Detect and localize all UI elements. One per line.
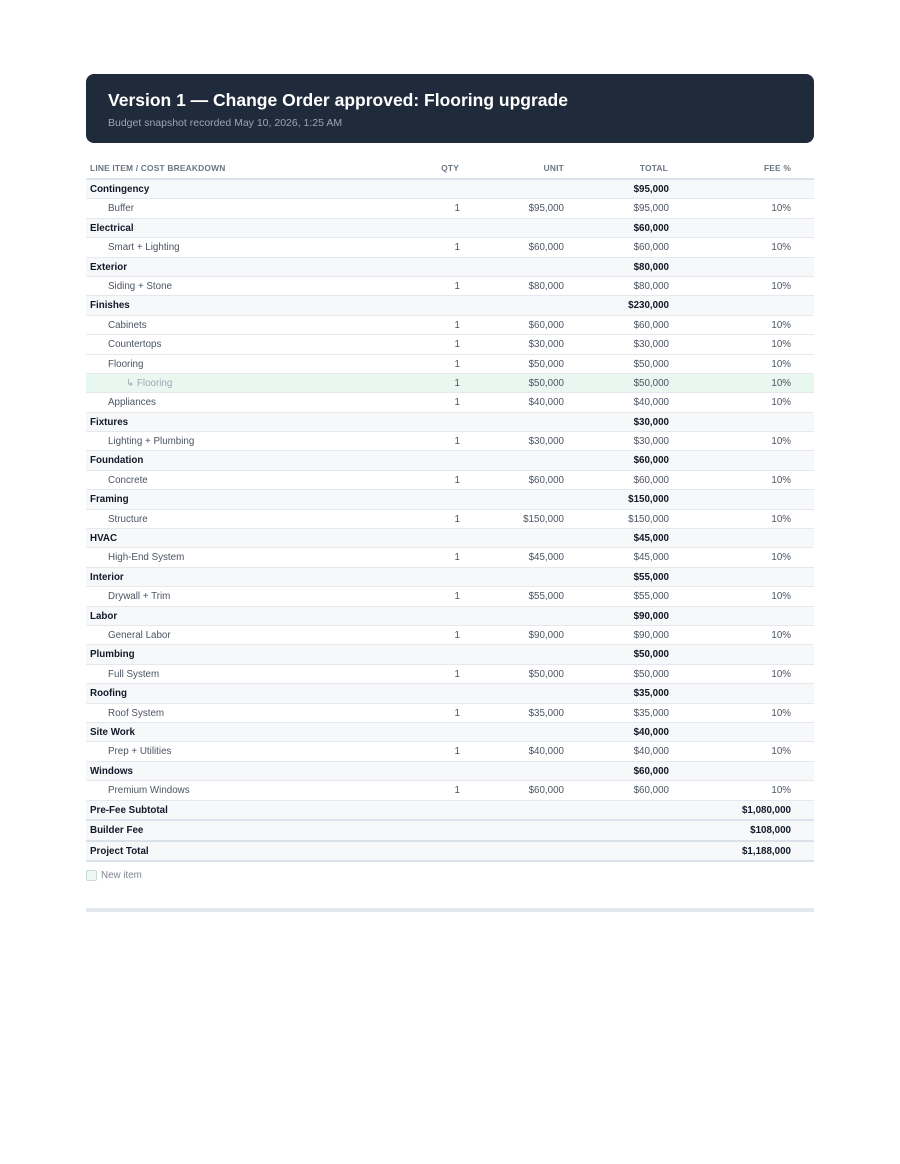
total-cell: $45,000 — [633, 552, 669, 564]
qty-cell[interactable]: 1 — [454, 552, 460, 564]
line-item-row[interactable] — [86, 471, 814, 490]
fee-percent-cell[interactable]: 10% — [771, 377, 791, 389]
category-row — [86, 180, 814, 199]
unit-cost-cell[interactable]: $30,000 — [528, 436, 564, 448]
category-total: $230,000 — [628, 300, 669, 312]
line-item-row[interactable] — [86, 432, 814, 451]
line-item-name: Buffer — [108, 203, 134, 215]
category-name: Framing — [90, 494, 129, 506]
total-cell: $150,000 — [628, 513, 669, 525]
column-header-line-item: LINE ITEM / COST BREAKDOWN — [90, 163, 226, 173]
category-name: Fixtures — [90, 416, 129, 428]
line-item-row[interactable] — [86, 626, 814, 645]
category-row — [86, 219, 814, 238]
total-cell: $55,000 — [633, 591, 669, 603]
category-name: Site Work — [90, 726, 136, 738]
total-cell: $30,000 — [633, 436, 669, 448]
summary-row — [86, 801, 814, 822]
fee-percent-cell[interactable]: 10% — [771, 668, 791, 680]
category-row — [86, 413, 814, 432]
line-item-name: ↳ Flooring — [126, 377, 173, 389]
qty-cell[interactable]: 1 — [454, 377, 460, 389]
unit-cost-cell[interactable]: $80,000 — [528, 280, 564, 292]
snapshot-timestamp: Budget snapshot recorded May 10, 2026, 1:25 AM — [108, 117, 343, 129]
total-cell: $60,000 — [633, 319, 669, 331]
line-item-row[interactable] — [86, 393, 814, 412]
summary-label: Pre-Fee Subtotal — [90, 804, 168, 816]
summary-label: Project Total — [90, 845, 149, 857]
line-item-name: Smart + Lighting — [108, 242, 180, 254]
qty-cell[interactable]: 1 — [454, 436, 460, 448]
category-total: $150,000 — [628, 494, 669, 506]
qty-cell[interactable]: 1 — [454, 397, 460, 409]
line-item-name: Roof System — [108, 707, 165, 719]
summary-label: Builder Fee — [90, 825, 144, 836]
unit-cost-cell[interactable]: $60,000 — [528, 474, 564, 486]
fee-percent-cell[interactable]: 10% — [771, 552, 791, 564]
column-header-fee: FEE % — [763, 163, 791, 173]
qty-cell[interactable]: 1 — [454, 785, 460, 797]
category-total: $30,000 — [633, 416, 669, 428]
total-cell: $40,000 — [633, 397, 669, 409]
qty-cell[interactable]: 1 — [454, 280, 460, 292]
line-item-row[interactable] — [86, 355, 814, 374]
line-item-row[interactable] — [86, 548, 814, 567]
column-header-unit: UNIT — [543, 163, 564, 173]
category-row — [86, 645, 814, 664]
category-total: $90,000 — [633, 610, 669, 622]
category-total: $35,000 — [633, 688, 669, 700]
line-item-name: High-End System — [108, 552, 185, 564]
qty-cell[interactable]: 1 — [454, 358, 460, 370]
line-item-name: Cabinets — [108, 319, 147, 331]
line-item-row[interactable] — [86, 277, 814, 296]
summary-value: $108,000 — [750, 825, 791, 836]
total-cell: $80,000 — [633, 280, 669, 292]
total-cell: $60,000 — [633, 242, 669, 254]
line-item-row[interactable] — [86, 335, 814, 354]
total-cell: $60,000 — [633, 785, 669, 797]
line-item-name: Flooring — [108, 358, 144, 370]
line-item-name: Drywall + Trim — [108, 591, 171, 603]
line-item-row[interactable] — [86, 704, 814, 723]
line-item-name: Lighting + Plumbing — [108, 436, 195, 448]
total-cell: $60,000 — [633, 474, 669, 486]
category-name: HVAC — [90, 533, 118, 545]
fee-percent-cell[interactable]: 10% — [771, 746, 791, 758]
fee-percent-cell[interactable]: 10% — [771, 785, 791, 797]
qty-cell[interactable]: 1 — [454, 203, 460, 215]
category-total: $50,000 — [633, 649, 669, 661]
table-footer-divider — [86, 908, 814, 912]
line-item-row[interactable] — [86, 781, 814, 800]
total-cell: $30,000 — [633, 339, 669, 351]
fee-percent-cell[interactable]: 10% — [771, 242, 791, 254]
category-row — [86, 684, 814, 703]
category-row — [86, 762, 814, 781]
line-item-name: Prep + Utilities — [108, 746, 172, 758]
table-header — [86, 158, 814, 180]
category-name: Interior — [90, 571, 124, 583]
line-item-name: General Labor — [108, 629, 171, 641]
qty-cell[interactable]: 1 — [454, 474, 460, 486]
fee-percent-cell[interactable]: 10% — [771, 339, 791, 351]
fee-percent-cell[interactable]: 10% — [771, 203, 791, 215]
column-header-qty: QTY — [441, 163, 459, 173]
new-item-label: New item — [101, 869, 142, 881]
qty-cell[interactable]: 1 — [454, 319, 460, 331]
total-cell: $40,000 — [633, 746, 669, 758]
sub-item-row[interactable] — [86, 374, 814, 393]
fee-percent-cell[interactable]: 10% — [771, 591, 791, 603]
total-cell: $50,000 — [633, 377, 669, 389]
category-row — [86, 568, 814, 587]
line-item-name: Premium Windows — [108, 785, 190, 797]
total-cell: $35,000 — [633, 707, 669, 719]
total-cell: $90,000 — [633, 629, 669, 641]
fee-percent-cell[interactable]: 10% — [771, 319, 791, 331]
category-name: Windows — [90, 765, 133, 777]
category-row — [86, 529, 814, 548]
category-total: $60,000 — [633, 765, 669, 777]
category-name: Contingency — [90, 184, 150, 195]
fee-percent-cell[interactable]: 10% — [771, 358, 791, 370]
qty-cell[interactable]: 1 — [454, 746, 460, 758]
unit-cost-cell[interactable]: $90,000 — [528, 629, 564, 641]
category-total: $95,000 — [633, 184, 669, 195]
category-total: $45,000 — [633, 533, 669, 545]
total-cell: $50,000 — [633, 668, 669, 680]
category-row — [86, 451, 814, 470]
category-name: Finishes — [90, 300, 130, 312]
unit-cost-cell[interactable]: $60,000 — [528, 319, 564, 331]
new-item-button[interactable] — [86, 866, 142, 884]
unit-cost-cell[interactable]: $55,000 — [528, 591, 564, 603]
category-row — [86, 296, 814, 315]
qty-cell[interactable]: 1 — [454, 668, 460, 680]
line-item-row[interactable] — [86, 510, 814, 529]
summary-row — [86, 842, 814, 863]
unit-cost-cell[interactable]: $50,000 — [528, 358, 564, 370]
line-item-row[interactable] — [86, 665, 814, 684]
line-item-row[interactable] — [86, 199, 814, 218]
category-row — [86, 490, 814, 509]
unit-cost-cell[interactable]: $40,000 — [528, 746, 564, 758]
fee-percent-cell[interactable]: 10% — [771, 397, 791, 409]
unit-cost-cell[interactable]: $40,000 — [528, 397, 564, 409]
summary-value: $1,080,000 — [741, 804, 791, 816]
unit-cost-cell[interactable]: $150,000 — [523, 513, 564, 525]
unit-cost-cell[interactable]: $95,000 — [528, 203, 564, 215]
fee-percent-cell[interactable]: 10% — [771, 474, 791, 486]
unit-cost-cell[interactable]: $50,000 — [528, 668, 564, 680]
unit-cost-cell[interactable]: $35,000 — [528, 707, 564, 719]
qty-cell[interactable]: 1 — [454, 707, 460, 719]
budget-table — [86, 158, 814, 862]
unit-cost-cell[interactable]: $60,000 — [528, 242, 564, 254]
qty-cell[interactable]: 1 — [454, 242, 460, 254]
category-name: Foundation — [90, 455, 144, 467]
total-cell: $50,000 — [633, 358, 669, 370]
line-item-name: Appliances — [108, 397, 156, 409]
line-item-name: Concrete — [108, 474, 148, 486]
line-item-row[interactable] — [86, 742, 814, 761]
unit-cost-cell[interactable]: $60,000 — [528, 785, 564, 797]
category-name: Roofing — [90, 688, 127, 700]
total-cell: $95,000 — [633, 203, 669, 215]
category-total: $60,000 — [633, 222, 669, 234]
category-total: $55,000 — [633, 571, 669, 583]
summary-row — [86, 821, 814, 842]
fee-percent-cell[interactable]: 10% — [771, 436, 791, 448]
fee-percent-cell[interactable]: 10% — [771, 280, 791, 292]
line-item-name: Full System — [108, 668, 160, 680]
fee-percent-cell[interactable]: 10% — [771, 629, 791, 641]
line-item-row[interactable] — [86, 316, 814, 335]
category-row — [86, 258, 814, 277]
summary-value: $1,188,000 — [741, 845, 791, 857]
qty-cell[interactable]: 1 — [454, 339, 460, 351]
unit-cost-cell[interactable]: $30,000 — [528, 339, 564, 351]
qty-cell[interactable]: 1 — [454, 629, 460, 641]
category-total: $40,000 — [633, 726, 669, 738]
column-header-total: TOTAL — [639, 163, 668, 173]
category-name: Plumbing — [90, 649, 135, 661]
line-item-row[interactable] — [86, 238, 814, 257]
fee-percent-cell[interactable]: 10% — [771, 513, 791, 525]
line-item-name: Siding + Stone — [108, 280, 173, 292]
unit-cost-cell[interactable]: $50,000 — [528, 377, 564, 389]
version-header — [86, 74, 814, 143]
category-row — [86, 607, 814, 626]
category-name: Electrical — [90, 222, 134, 234]
page-title: Version 1 — Change Order approved: Flooring upgrade — [108, 90, 568, 110]
new-item-checkbox[interactable] — [86, 870, 97, 881]
category-name: Exterior — [90, 261, 128, 273]
line-item-name: Structure — [108, 513, 148, 525]
unit-cost-cell[interactable]: $45,000 — [528, 552, 564, 564]
category-name: Labor — [90, 610, 118, 622]
line-item-name: Countertops — [108, 339, 162, 351]
qty-cell[interactable]: 1 — [454, 591, 460, 603]
category-row — [86, 723, 814, 742]
line-item-row[interactable] — [86, 587, 814, 606]
fee-percent-cell[interactable]: 10% — [771, 707, 791, 719]
category-total: $80,000 — [633, 261, 669, 273]
category-total: $60,000 — [633, 455, 669, 467]
qty-cell[interactable]: 1 — [454, 513, 460, 525]
